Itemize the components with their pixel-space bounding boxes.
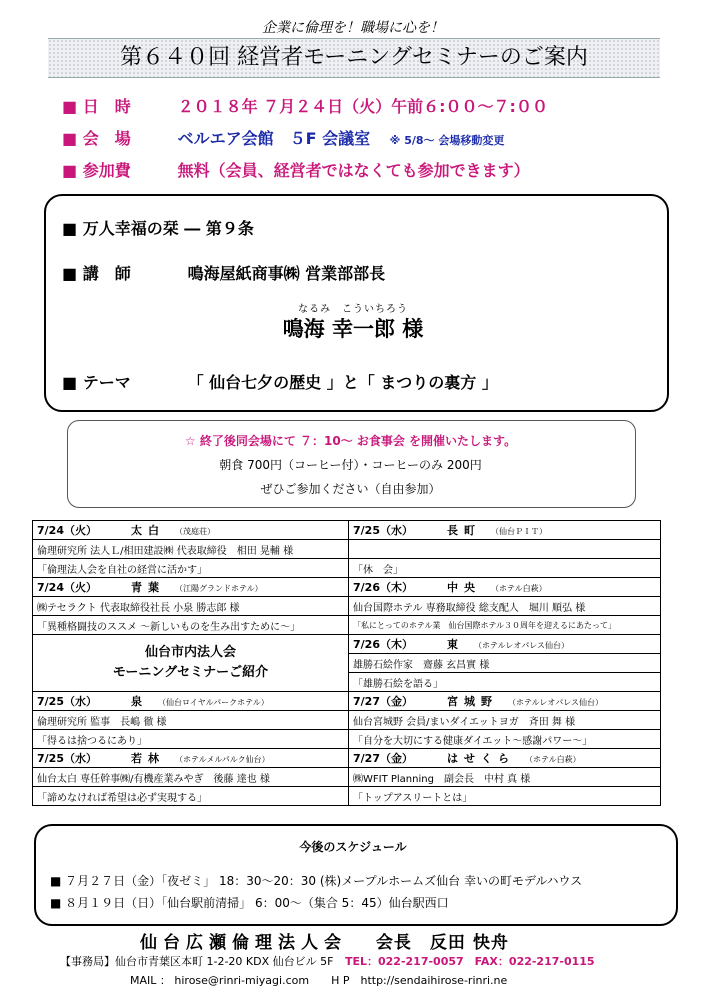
seminar-topic: 「雄勝石絵を語る」 (349, 673, 661, 692)
venue-note: ※ 5/8～ 会場移動変更 (389, 134, 505, 147)
seminar-speaker: ㈱テセラクト 代表取締役社長 小泉 勝志郎 様 (33, 597, 349, 616)
seminar-header: 7/26（木） 中央 （ホテル白萩） (349, 578, 661, 597)
fee-label: ■ 参加費 (62, 161, 131, 180)
org-name: 仙台広瀬倫理法人会 (140, 933, 347, 953)
seminar-speaker: 雄勝石絵作家 齋藤 玄昌實 様 (349, 654, 661, 673)
theme-value: 「 仙台七夕の歴史 」と「 まつりの裏方 」 (187, 373, 498, 392)
seminar-header: 7/24（火） 太白 （茂庭荘） (33, 521, 349, 540)
seminar-header: 7/27（金） はせくら （ホテル白萩） (349, 749, 661, 768)
footer-org-row (140, 928, 509, 953)
seminar-speaker: 仙台太白 専任幹事㈱/有機産業みやぎ 後藤 達也 様 (33, 768, 349, 787)
seminar-speaker: 倫理研究所 監事 長嶋 徹 様 (33, 711, 349, 730)
seminar-header: 7/25（水） 泉 （仙台ロイヤルパークホテル） (33, 692, 349, 711)
seminar-topic: 「異種格闘技のススメ ～新しいものを生み出すために～」 (33, 616, 349, 635)
seminar-speaker (349, 540, 661, 559)
schedule-title: 今後のスケジュール (299, 840, 407, 854)
venue-row (62, 126, 504, 149)
theme-label: ■ テーマ (62, 373, 131, 392)
seminar-header: 7/25（水） 長町 （仙台ＰＩＴ） (349, 521, 661, 540)
date-label: ■ 日 時 (62, 97, 131, 116)
date-value: ２０１８年 ７月２４日（火）午前６:００～７:００ (177, 97, 548, 116)
seminar-header: 7/25（水） 若林 （ホテルメルパルク仙台） (33, 749, 349, 768)
meal-line3: ぜひご参加ください（自由参加） (260, 482, 441, 496)
lecturer-company: 鳴海屋紙商事㈱ 営業部部長 (187, 264, 386, 283)
page-title: 第６４０回 経営者モーニングセミナーのご案内 (48, 38, 660, 78)
contact-tel: TEL：022-217-0057 FAX：022-217-0115 (344, 955, 595, 968)
meal-line2: 朝食 700円（コーヒー付）・コーヒーのみ 200円 (219, 458, 482, 472)
seminar-header: 7/24（火） 青葉 （江陽グランドホテル） (33, 578, 349, 597)
speaker-name: 鳴海 幸一郎 様 (282, 317, 424, 341)
seminar-topic: 「私にとってのホテル業 仙台国際ホテル３０周年を迎えるにあたって」 (349, 616, 661, 635)
schedule-item: ■ ７月２７日（金）「夜ゼミ」 18：30～20：30 (株)メープルホームズ仙台 幸いの町モデルハウス (50, 874, 583, 888)
chair-name: 会長 反田 快舟 (375, 933, 509, 953)
seminar-intro: 仙台市内法人会 モーニングセミナーご紹介 (33, 635, 349, 692)
seminar-topic: 「諦めなければ希望は必ず実現する」 (33, 787, 349, 806)
seminar-topic: 「休 会」 (349, 559, 661, 578)
footer-address-row (60, 953, 595, 969)
seminar-topic: 「倫理法人会を自社の経営に活かす」 (33, 559, 349, 578)
seminar-speaker: ㈱WFIT Planning 副会長 中村 真 様 (349, 768, 661, 787)
fee-value: 無料（会員、経営者ではなくても参加できます） (177, 161, 530, 180)
footer-mail: MAIL ： hirose@rinri-miyagi.com H P http://sendaihirose-rinri.ne (130, 974, 508, 987)
seminar-speaker: 仙台宮城野 会員/まいダイエットヨガ 斉田 舞 様 (349, 711, 661, 730)
theme-row (62, 370, 498, 393)
lecturer-label: ■ 講 師 (62, 264, 131, 283)
seminar-header: 7/26（木） 東 （ホテルレオパレス仙台） (349, 635, 661, 654)
speaker-ruby: なるみ こういちろう (298, 304, 408, 315)
date-row (62, 94, 548, 117)
lecturer-row (62, 261, 385, 284)
seminar-table (32, 520, 661, 806)
seminar-topic: 「自分を大切にする健康ダイエット～感謝パワー～」 (349, 730, 661, 749)
seminar-header: 7/27（金） 宮城野 （ホテルレオパレス仙台） (349, 692, 661, 711)
tagline: 企業に倫理を！職場に心を！ (262, 20, 444, 36)
seminar-speaker: 仙台国際ホテル 専務取締役 総支配人 堀川 順弘 様 (349, 597, 661, 616)
venue-label: ■ 会 場 (62, 129, 131, 148)
seminar-topic: 「得るは捨つるにあり」 (33, 730, 349, 749)
fee-row (62, 158, 530, 181)
venue-value: ベルエア会館 ５F 会議室 (177, 129, 371, 148)
chapter: ■ 万人幸福の栞 ― 第９条 (62, 219, 254, 238)
meal-line1: ☆ 終了後同会場にて ７：10～ お食事会 を開催いたします。 (184, 434, 517, 448)
schedule-item: ■ ８月１９日（日）「仙台駅前清掃」 6：00～（集合 5：45）仙台駅西口 (50, 896, 449, 910)
seminar-speaker: 倫理研究所 法人Ｌ/相田建設㈱ 代表取締役 相田 晃輔 様 (33, 540, 349, 559)
seminar-topic: 「トップアスリートとは」 (349, 787, 661, 806)
office-address: 【事務局】仙台市青葉区本町 1-2-20 KDX 仙台ビル 5F (60, 955, 334, 968)
